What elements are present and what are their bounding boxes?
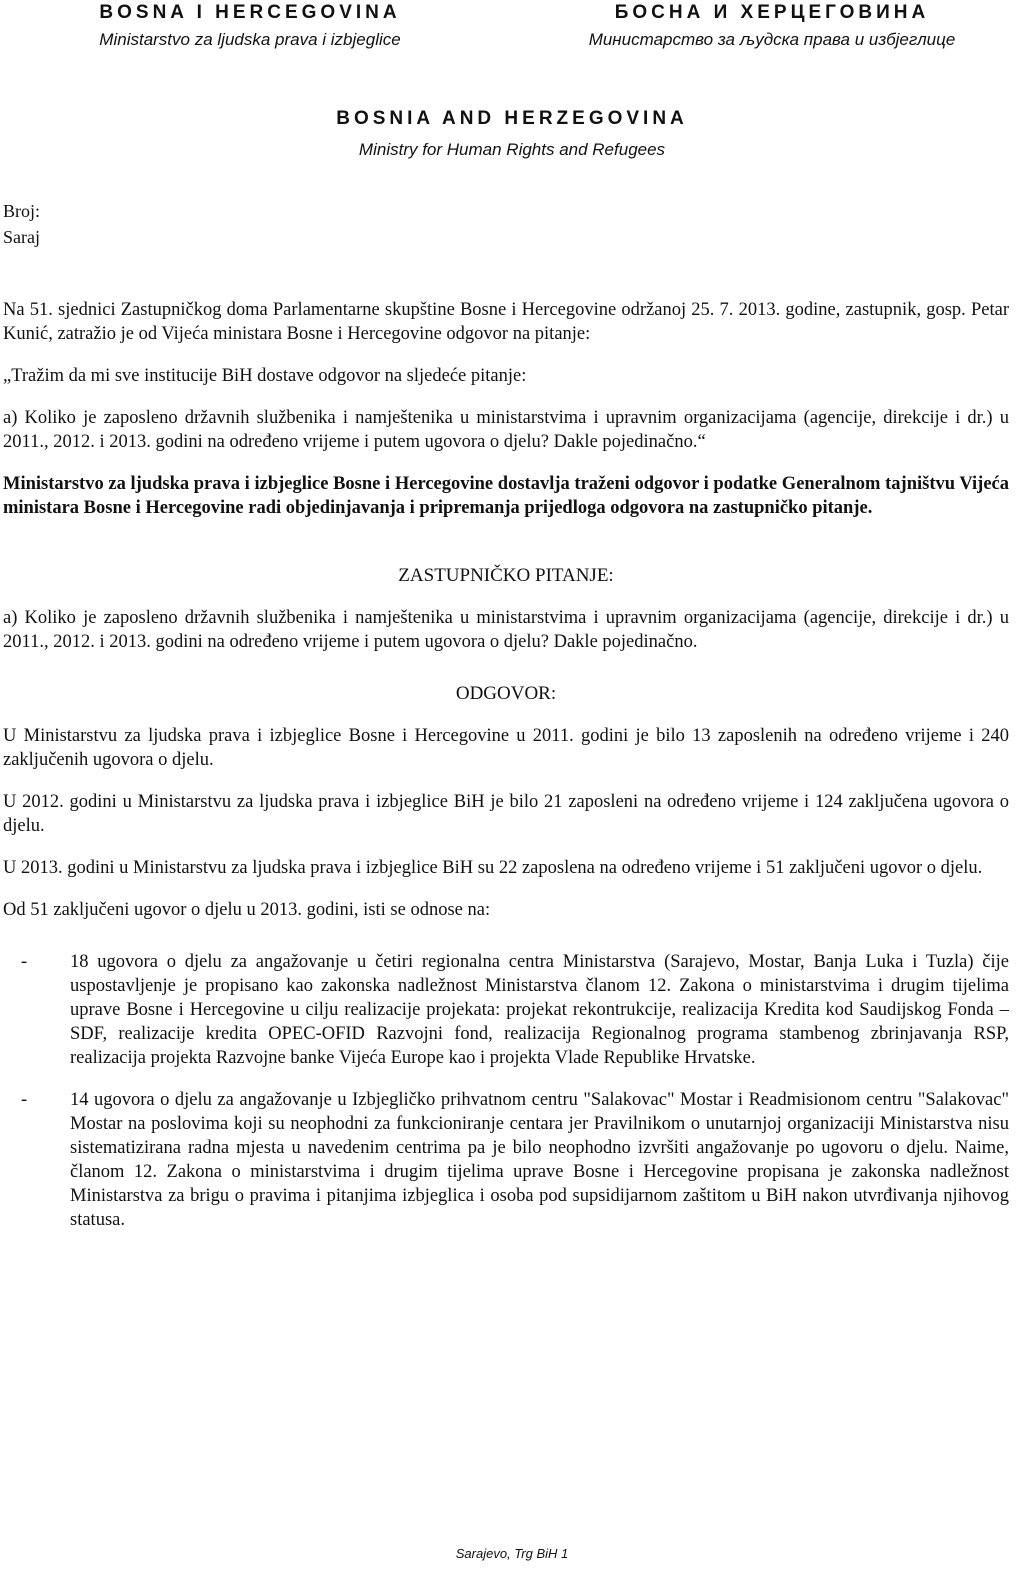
list-item (3, 950, 1009, 1070)
country-name-english: BOSNIA AND HERZEGOVINA (336, 108, 688, 129)
answer-2013-paragraph: U 2013. godini u Ministarstvu za ljudska prava i izbjeglice BiH su 22 zaposlena na određeno vrijeme i 51 zaključeni ugovor o djelu. (3, 858, 983, 878)
answer-2012-paragraph: U 2012. godini u Ministarstvu za ljudska prava i izbjeglice BiH je bilo 21 zaposleni na određeno vrijeme i 124 zaključena ugovora o djelu. (3, 792, 1009, 836)
question-paragraph: a) Koliko je zaposleno državnih službenika i namještenika u ministarstvima i upravnim organizacijama (agencije, direkcije i dr.) u 2011., 2012. i 2013. godini na određeno vrijeme i putem ugovora o djelu? Dakle pojedinačno. (3, 608, 1009, 652)
ministry-name-cyrillic: Министарство за људска права и избјеглице (588, 30, 956, 49)
reference-number-label: Broj: (3, 201, 41, 221)
answer-2011-paragraph: U Ministarstvu za ljudska prava i izbjeglice Bosne i Hercegovine u 2011. godini je bilo 13 zaposlenih na određeno vrijeme i 240 zaključenih ugovora o djelu. (3, 726, 1009, 770)
quote-intro-paragraph: „Tražim da mi sve institucije BiH dostave odgovor na sljedeće pitanje: (3, 366, 527, 386)
list-item (3, 1088, 1009, 1232)
reference-block (3, 198, 40, 250)
list-item-text: 14 ugovora o djelu za angažovanje u Izbjegličko prihvatnom centru "Salakovac" Mostar i Readmisionom centru "Salakovac" Mostar na poslovima koji su neophodni za funkcioniranje centara jer Pravilnikom o unutarnjoj organizaciji Ministarstva nisu sistematizirana radna mjesta u navedenim centrima pa je bilo neophodno izvršiti angažovanje po ugovoru o djelu. Naime, članom 12. Zakona o ministarstvima i drugim tijelima uprave Bosne i Hercegovine propisana je zakonska nadležnost Ministarstva za brigu o pravima i pitanjima izbjeglica i osoba pod supsidijarnom zaštitom u BiH nakon utvrđivanja njihovog statusa. (70, 1090, 1009, 1230)
intro-paragraph: Na 51. sjednici Zastupničkog doma Parlamentarne skupštine Bosne i Hercegovine održanoj 25. 7. 2013. godine, zastupnik, gosp. Petar Kunić, zatražio je od Vijeća ministara Bosne i Hercegovine odgovor na pitanje: (3, 300, 1009, 344)
country-name-cyrillic: БОСНА И ХЕРЦЕГОВИНА (614, 2, 930, 23)
reference-place-label: Saraj (3, 227, 40, 247)
answer-heading: ODGOVOR: (455, 683, 557, 704)
ministry-name-english: Ministry for Human Rights and Refugees (358, 140, 666, 159)
list-dash: - (21, 952, 28, 972)
header-cyrillic (520, 2, 1024, 50)
question-heading: ZASTUPNIČKO PITANJE: (398, 565, 614, 586)
ministry-statement-paragraph: Ministarstvo za ljudska prava i izbjeglice Bosne i Hercegovine dostavlja traženi odgovor i podatke Generalnom tajništvu Vijeća ministara Bosne i Hercegovine radi objedinjavanja i pripremanja prijedloga odgovora na zastupničko pitanje. (3, 474, 1009, 518)
footer-address: Sarajevo, Trg BiH 1 (455, 1546, 569, 1561)
header-latin (0, 2, 500, 50)
header-english (0, 108, 1024, 160)
document-body (3, 298, 1009, 1250)
breakdown-intro-paragraph: Od 51 zaključeni ugovor o djelu u 2013. godini, isti se odnose na: (3, 900, 491, 920)
ministry-name-latin: Ministarstvo za ljudska prava i izbjeglice (99, 30, 401, 49)
quoted-question-paragraph: a) Koliko je zaposleno državnih službenika i namještenika u ministarstvima i upravnim organizacijama (agencije, direkcije i dr.) u 2011., 2012. i 2013. godini na određeno vrijeme i putem ugovora o djelu? Dakle pojedinačno.“ (3, 408, 1009, 452)
list-dash: - (21, 1090, 28, 1110)
list-item-text: 18 ugovora o djelu za angažovanje u četiri regionalna centra Ministarstva (Sarajevo, Mostar, Banja Luka i Tuzla) čije uspostavljenje je propisano kao zakonska nadležnost Ministarstva članom 12. Zakona o ministarstvima i drugim tijelima uprave Bosne i Hercegovine u cilju realizacije projekata: projekat rekontrukcije, realizacija Kredita kod Saudijskog Fonda – SDF, realizacije kredita OPEC-OFID Razvojni fond, realizacija Regionalnog programa stambenog zbrinjavanja RSP, realizacija projekta Razvojne banke Vijeća Europe kao i projekta Vlade Republike Hrvatske. (70, 952, 1009, 1068)
country-name-latin: BOSNA I HERCEGOVINA (99, 2, 401, 23)
